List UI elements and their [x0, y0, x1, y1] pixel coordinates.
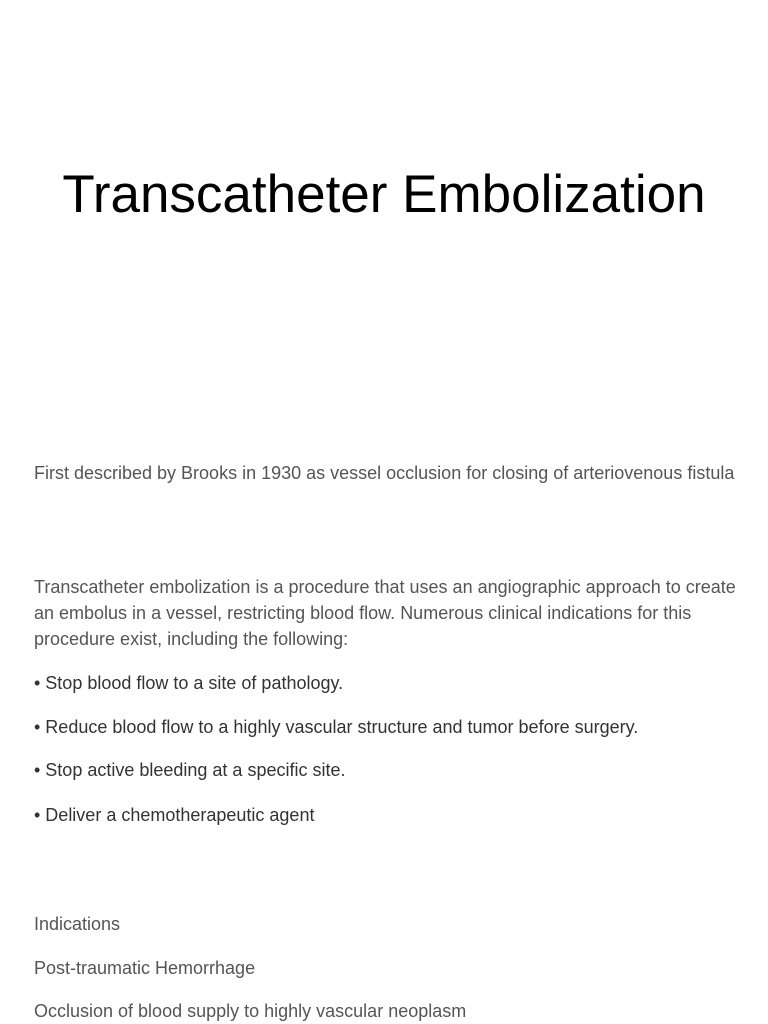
indication-item: Post-traumatic Hemorrhage: [34, 958, 256, 978]
intro-paragraph: Transcatheter embolization is a procedure that uses an angiographic approach to create an embolus in a vessel, restricting blood flow. Numerous clinical indications for this procedure exist, including the following:: [34, 577, 736, 649]
bullet-item: • Stop active bleeding at a specific site.: [34, 760, 346, 780]
history-paragraph: First described by Brooks in 1930 as vessel occlusion for closing of arteriovenous fistula: [34, 463, 735, 483]
indication-item: Occlusion of blood supply to highly vascular neoplasm: [34, 1001, 467, 1021]
bullet-item: • Deliver a chemotherapeutic agent: [34, 805, 315, 825]
indications-heading: Indications: [34, 914, 121, 934]
bullet-item: • Stop blood flow to a site of pathology.: [34, 673, 344, 693]
slide-title: Transcatheter Embolization: [62, 165, 706, 224]
bullet-item: • Reduce blood flow to a highly vascular structure and tumor before surgery.: [34, 717, 639, 737]
